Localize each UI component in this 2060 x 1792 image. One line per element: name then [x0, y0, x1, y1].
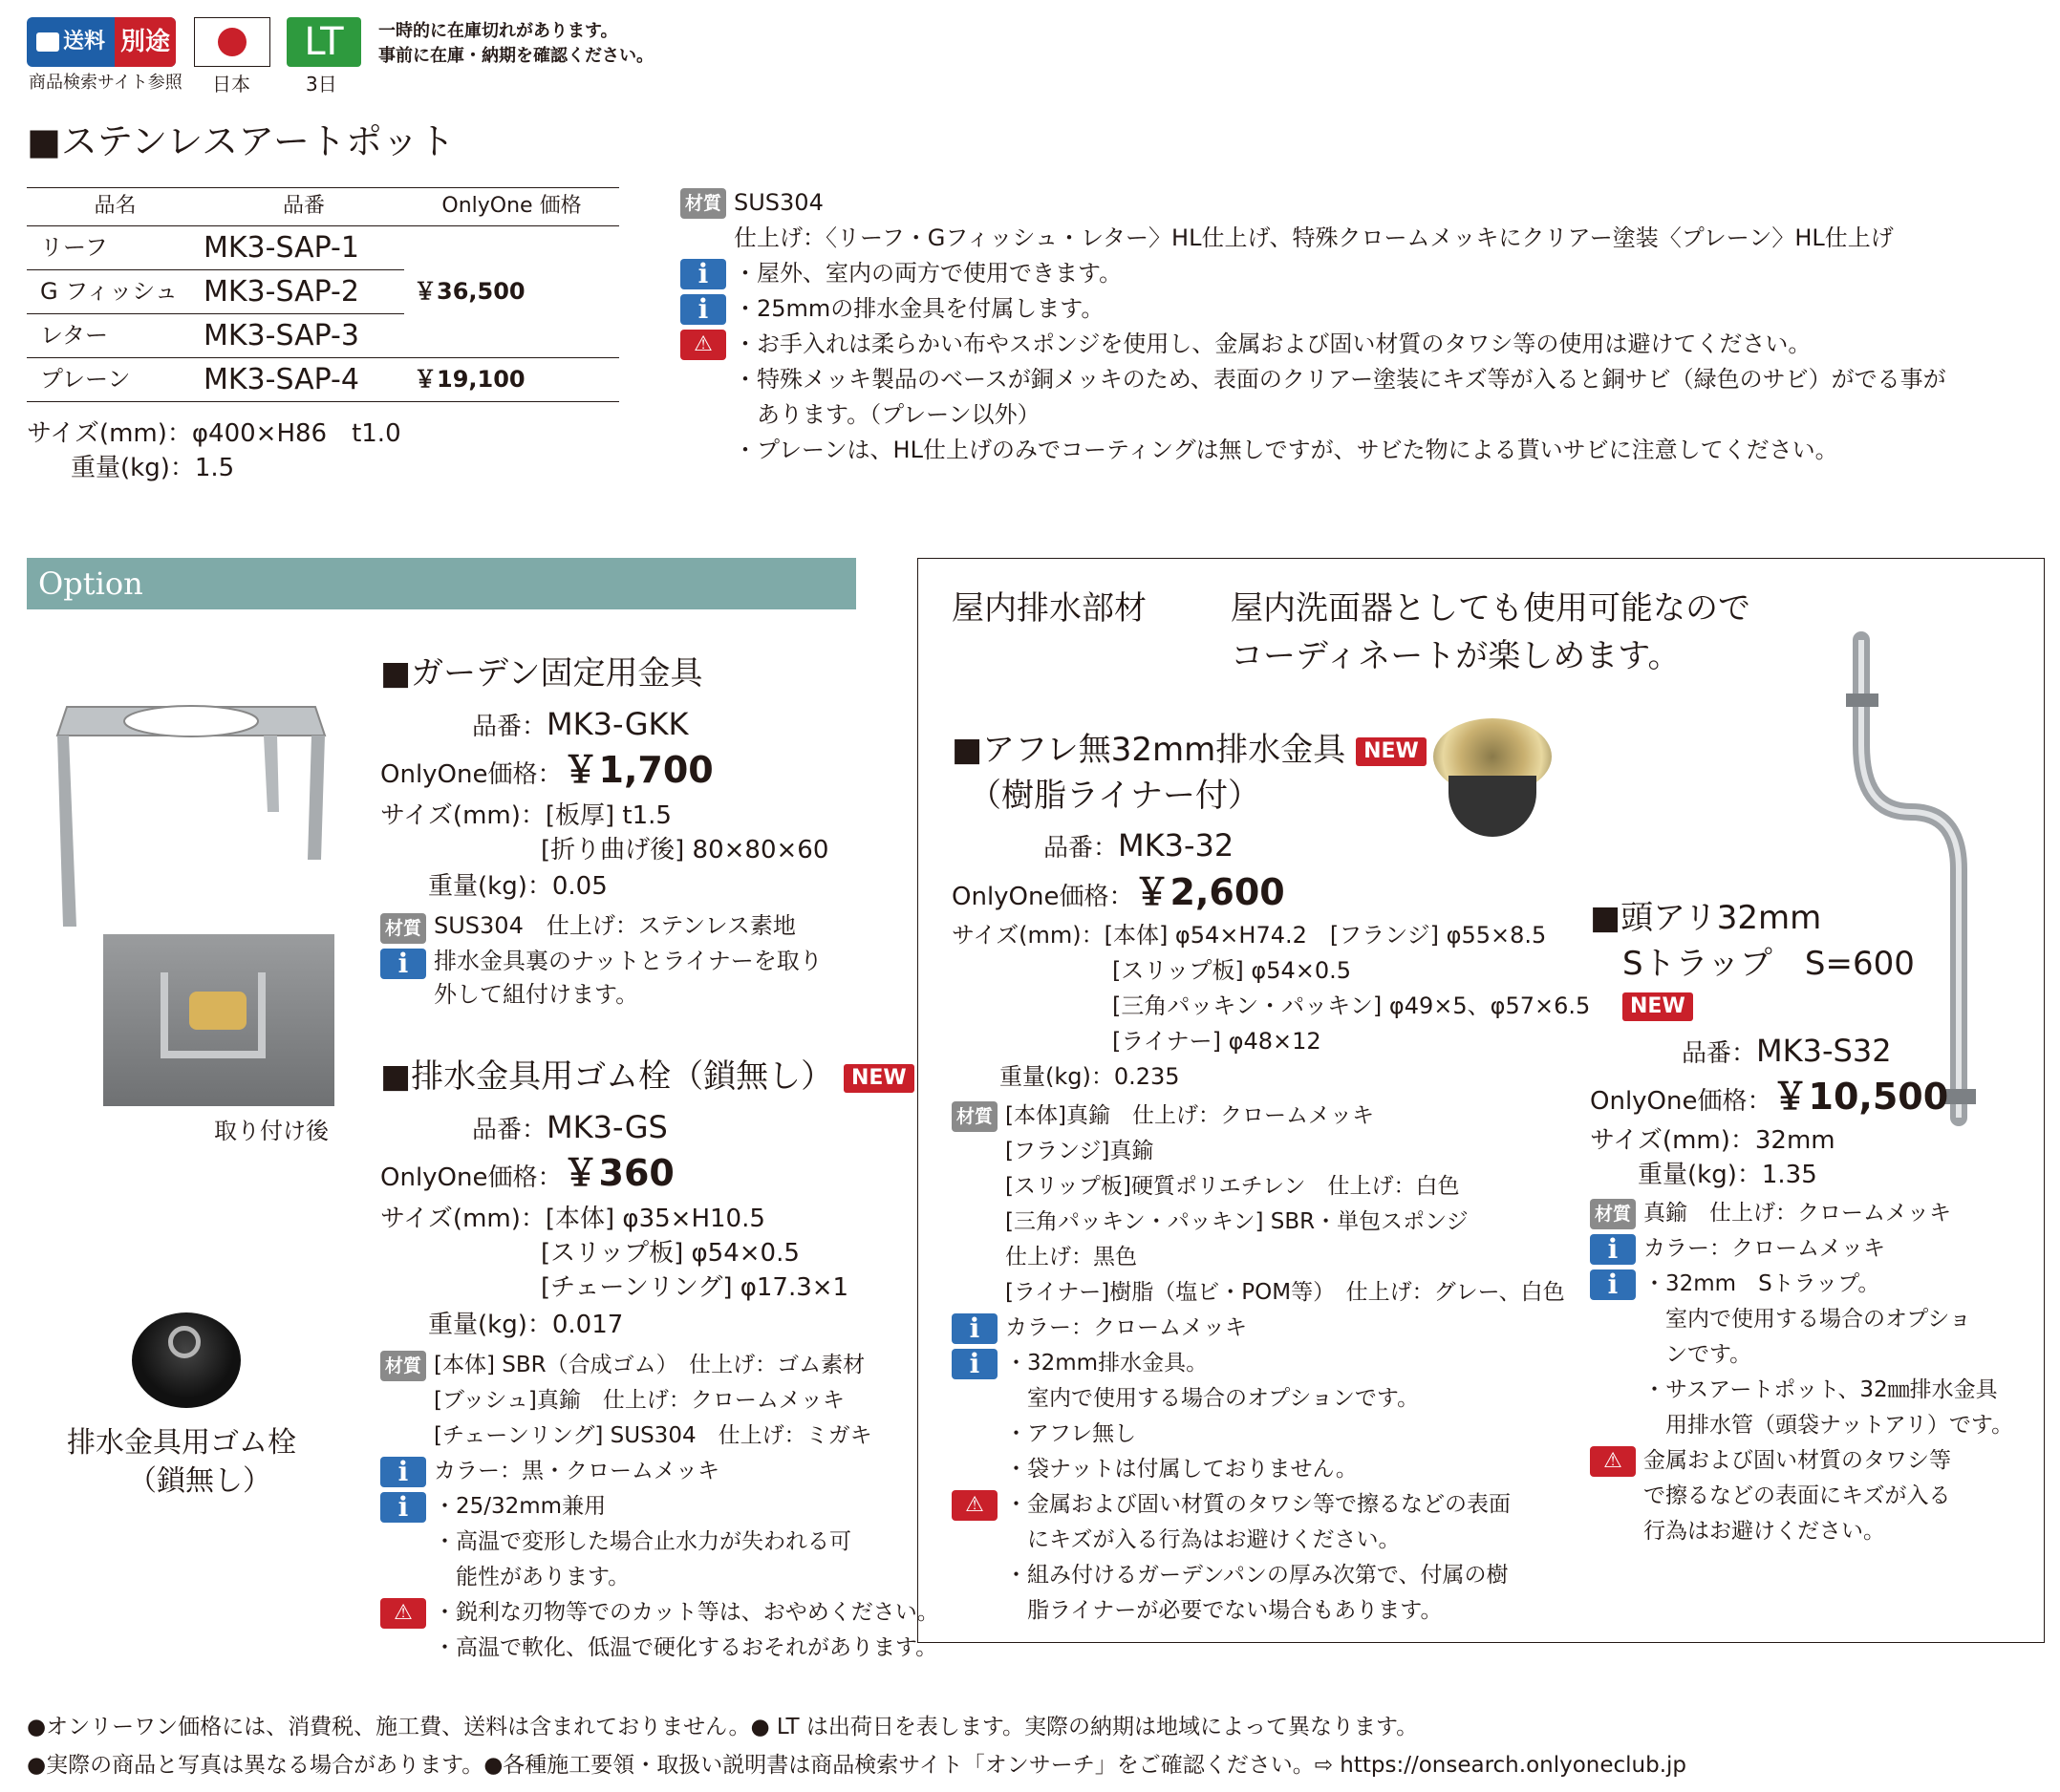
gkk-block: ■ガーデン固定用金具 品番：MK3-GKK OnlyOne価格：￥1,700 サイズ(mm)：[板厚] t1.5 [折り曲げ後] 80×80×60 重量(kg)：0.05 材質 SUS304 仕上げ：ステンレス素地 i 排水金具裏のナットとライナーを取り 外して組付けます。	[380, 651, 858, 1011]
info-icon: i	[380, 949, 426, 979]
info-icon: i	[380, 1457, 426, 1487]
origin-caption: 日本	[212, 73, 250, 96]
info-icon: i	[380, 1492, 426, 1523]
lt-caption: 3日	[306, 73, 337, 96]
indoor-intro-2: コーディネートが楽しめます。	[1231, 637, 1681, 675]
truck-icon	[36, 32, 59, 52]
installed-photo	[103, 934, 334, 1106]
warning-icon: ⚠	[952, 1490, 998, 1521]
indoor-intro: 屋内洗面器としても使用可能なので	[1231, 589, 1750, 628]
lt-badge: LT	[287, 17, 361, 67]
new-badge: NEW	[1622, 992, 1693, 1021]
info-icon: i	[1590, 1269, 1636, 1300]
shipping-badge: 送料 別途	[27, 17, 176, 67]
installed-caption: 取り付け後	[214, 1118, 329, 1144]
price-b: ￥19,100	[404, 358, 619, 402]
warning-icon: ⚠	[680, 330, 726, 360]
material-icon: 材質	[952, 1101, 998, 1132]
main-size: サイズ(mm)：φ400×H86 t1.0	[27, 419, 401, 448]
s32-title: ■頭アリ32mm	[1590, 899, 1822, 937]
info-icon: i	[952, 1313, 998, 1344]
material-icon: 材質	[1590, 1199, 1636, 1229]
table-row: リーフ MK3-SAP-1 ￥36,500	[27, 226, 619, 270]
material-icon: 材質	[380, 1351, 426, 1381]
price-table	[27, 187, 619, 402]
warning-icon: ⚠	[380, 1598, 426, 1629]
info-icon: i	[952, 1349, 998, 1379]
indoor-heading: 屋内排水部材	[952, 589, 1147, 628]
gs-block: ■排水金具用ゴム栓（鎖無し） NEW 品番：MK3-GS OnlyOne価格：￥360 サイズ(mm)：[本体] φ35×H10.5 [スリップ板] φ54×0.5 [チェーンリング] φ17.3×1 重量(kg)：0.017 材質 [本体] SBR（合成ゴム） 仕上げ：ゴム素材 [ブッシュ]真鍮 仕上げ：クロームメッキ [チェーンリング] SUS304 仕上げ：ミガキ i カラー：黒・クロームメッキ i ・25/32mm兼用 ・高温で変形した場合止水力が失われる可 能性があります。 ⚠ ・鋭利な刃物等でのカット等は、おやめください。 ・高温で軟化、低温で硬化するおそれがあります。	[380, 1057, 939, 1661]
warning-icon: ⚠	[1590, 1446, 1636, 1477]
table-row: プレーン MK3-SAP-4 ￥19,100	[27, 358, 619, 402]
table-row: レター MK3-SAP-3	[27, 314, 619, 358]
shipping-caption: 商品検索サイト参照	[29, 73, 182, 93]
info-icon: i	[680, 259, 726, 289]
s32-block: ■頭アリ32mm Sトラップ S=600 NEW 品番：MK3-S32 OnlyOne価格：￥10,500 サイズ(mm)：32mm 重量(kg)：1.35 材質 真鍮 仕上げ：クロームメッキ i カラー：クロームメッキ i ・32mm Sトラップ。 室内で使用する場合のオプショ ンです。 ・サスアートポット、32㎜排水金具 用排水管（頭袋ナットアリ）です。 ⚠ 金属および固い材質のタワシ等 で擦るなどの表面にキズが入る 行為はお避けください。	[1590, 896, 2039, 1549]
rubber-plug-photo	[132, 1312, 241, 1408]
price-a: ￥36,500	[404, 226, 619, 358]
info-icon: i	[680, 294, 726, 325]
info-icon: i	[1590, 1234, 1636, 1265]
footer-note-2: ●実際の商品と写真は異なる場合があります。●各種施工要領・取扱い説明書は商品検索サイト「オンサーチ」をご確認ください。⇨ https://onsearch.onlyoneclub.jp	[27, 1753, 1687, 1778]
table-row: G フィッシュ MK3-SAP-2	[27, 270, 619, 314]
m32-block: ■アフレ無32mm排水金具 NEW （樹脂ライナー付） 品番：MK3-32 OnlyOne価格：￥2,600 サイズ(mm)：[本体] φ54×H74.2 [フランジ] φ55×8.5 [スリップ板] φ54×0.5 [三角パッキン・パッキン] φ49×5、φ57×6.5 [ライナー] φ48×12 重量(kg)：0.235 材質 [本体]真鍮 仕上げ：クロームメッキ [フランジ]真鍮 [スリップ板]硬質ポリエチレン 仕上げ：白色 [三角パッキン・パッキン] SBR・単包スポンジ 仕上げ：黒色 [ライナー]樹脂（塩ビ・POM等） 仕上げ：グレー、白色 i カラー：クロームメッキ i ・32mm排水金具。 室内で使用する場合のオプションです。 ・アフレ無し ・袋ナットは付属しておりません。 ⚠ ・金属および固い材質のタワシ等で擦るなどの表面 にキズが入る行為はお避けください。 ・組み付けるガーデンパンの厚み次第で、付属の樹 脂ライナーが必要でない場合もあります。	[952, 731, 1591, 1624]
new-badge: NEW	[1356, 737, 1427, 766]
stock-note-2: 事前に在庫・納期を確認ください。	[378, 46, 654, 66]
material-icon: 材質	[680, 188, 726, 219]
stock-note: 一時的に在庫切れがあります。	[378, 21, 618, 41]
main-notes: 材質 SUS304 仕上げ：〈リーフ・Gフィッシュ・レター〉HL仕上げ、特殊クロームメッキにクリアー塗装〈プレーン〉HL仕上げ i ・屋外、室内の両方で使用できます。 i ・25mmの排水金具を付属します。 ⚠ ・お手入れは柔らかい布やスポンジを使用し、金属および固い材質のタワシ等の使用は避けてください。 ・特殊メッキ製品のベースが銅メッキのため、表面のクリアー塗装にキズ等が入ると銅サビ（緑色のサビ）がでる事が あります。（プレーン以外） ・プレーンは、HL仕上げのみでコーティングは無しですが、サビた物による貰いサビに注意してください。	[680, 185, 1946, 468]
gs-title: ■排水金具用ゴム栓（鎖無し）	[380, 1057, 834, 1096]
option-banner: Option	[27, 558, 856, 609]
table-header: 品名 品番 OnlyOne 価格	[27, 188, 619, 226]
page-title: ■ステンレスアートポット	[27, 120, 456, 162]
japan-flag-icon	[194, 17, 270, 67]
m32-title: ■アフレ無32mm排水金具	[952, 731, 1346, 769]
new-badge: NEW	[844, 1064, 914, 1093]
material-icon: 材質	[380, 913, 426, 944]
gkk-title: ■ガーデン固定用金具	[380, 654, 703, 693]
rubber-plug-caption: 排水金具用ゴム栓	[67, 1426, 296, 1460]
gkk-bracket-photo	[29, 669, 344, 936]
main-weight: 重量(kg)：1.5	[71, 454, 235, 482]
rubber-plug-caption-2: （鎖無し）	[128, 1464, 271, 1498]
footer-note: ●オンリーワン価格には、消費税、施工費、送料は含まれておりません。● LT は出荷日を表します。実際の納期は地域によって異なります。	[27, 1715, 1419, 1739]
